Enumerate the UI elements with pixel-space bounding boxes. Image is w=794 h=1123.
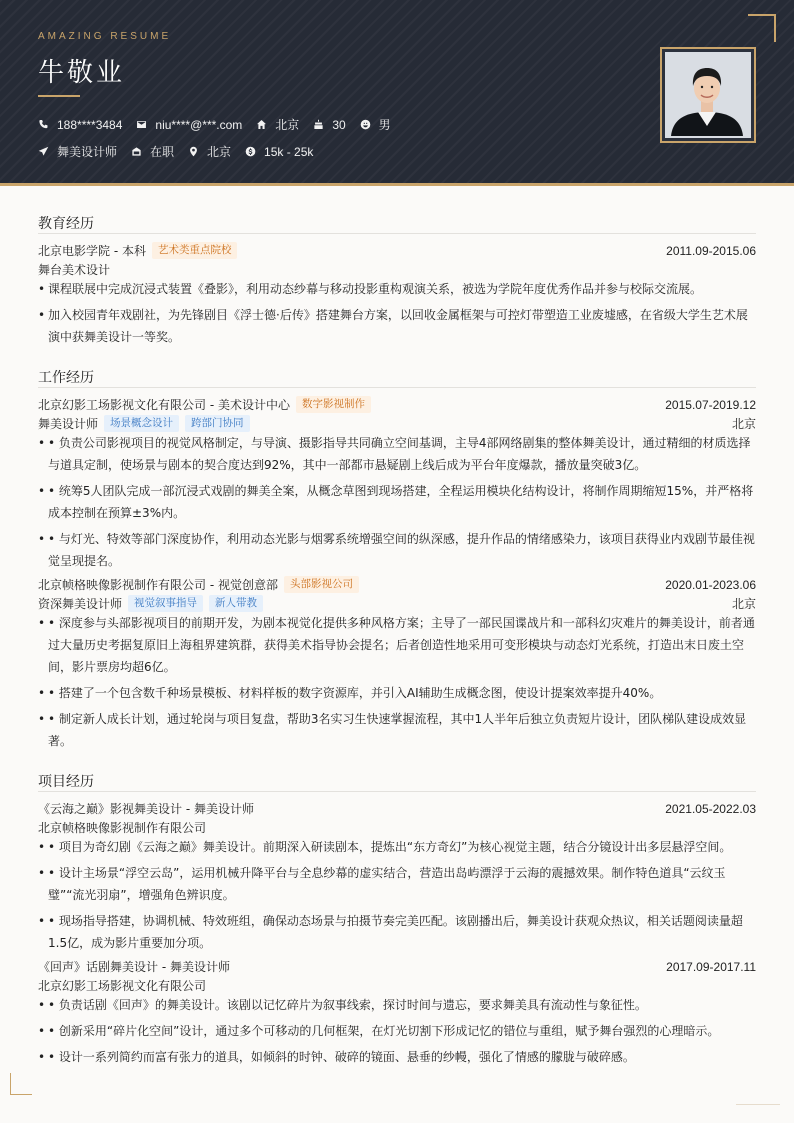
- company-name: 北京帧格映像影视制作有限公司 - 视觉创意部: [38, 578, 278, 592]
- section-divider: [38, 233, 756, 234]
- mailbox-icon: [131, 146, 142, 157]
- send-icon: [38, 146, 49, 157]
- education-major-row: [38, 261, 756, 278]
- project-bullet: • • 创新采用“碎片化空间”设计，通过多个可移动的几何框架，在灯光切割下形成记忆的错位与重组，赋予舞台强烈的心理暗示。: [38, 1020, 756, 1042]
- work-entry-header: [38, 576, 756, 593]
- education-bullet: • 加入校园青年戏剧社，为先锋剧目《浮士德·后传》搭建舞台方案，以回收金属框架与可控灯带塑造工业废墟感，在省级大学生艺术展演中获舞美设计一等奖。: [38, 304, 756, 348]
- education-date: 2011.09-2015.06: [666, 243, 756, 258]
- project-title: 《云海之巅》影视舞美设计 - 舞美设计师: [38, 802, 254, 816]
- education-bullet: • 课程联展中完成沉浸式装置《叠影》，利用动态纱幕与移动投影重构观演关系，被选为学院年度优秀作品并参与校际交流展。: [38, 278, 756, 300]
- profile-photo-frame: [660, 47, 756, 143]
- gender-value: 男: [378, 118, 391, 132]
- city-info: [256, 116, 299, 133]
- work-bullet: • • 深度参与头部影视项目的前期开发，为剧本视觉化提供多种风格方案；主导了一部民国谍战片和一部科幻灾难片的舞美设计，前者通过大量历史考据复原旧上海租界建筑群，获得美术指导协会提名；后者创造性地采用可变形模块与动态灯光系统，打造出末日废土空间，影片票房均超6亿。: [38, 612, 756, 678]
- salary-info: [245, 145, 313, 159]
- salary-value: 15k - 25k: [264, 144, 314, 159]
- age-info: [313, 118, 345, 132]
- education-major: 舞台美术设计: [38, 263, 111, 277]
- project-bullet: • • 负责话剧《回声》的舞美设计。该剧以记忆碎片为叙事线索，探讨时间与遗忘，要求舞美具有流动性与象征性。: [38, 994, 756, 1016]
- avatar-illustration: [665, 52, 749, 136]
- phone-value: 188****3484: [57, 117, 123, 132]
- work-date: 2015.07-2019.12: [665, 397, 756, 412]
- project-entry-header: [38, 958, 756, 975]
- project-company: 北京幻影工场影视文化有限公司: [38, 979, 207, 993]
- project-bullet: • • 项目为奇幻剧《云海之巅》舞美设计。前期深入研读剧本，提炼出“东方奇幻”为核心视觉主题，结合分镜设计出多层悬浮空间。: [38, 836, 756, 858]
- section-title-education: 教育经历: [38, 216, 94, 232]
- profile-photo: [665, 52, 751, 138]
- gender-info: [360, 116, 391, 133]
- school-name: 北京电影学院 - 本科: [38, 244, 146, 258]
- work-date: 2020.01-2023.06: [665, 577, 756, 592]
- section-title-projects: 项目经历: [38, 774, 94, 790]
- position-tag: 视觉叙事指导: [128, 595, 203, 612]
- project-company-row: [38, 977, 756, 994]
- company-tag: 头部影视公司: [284, 576, 359, 593]
- project-entry-header: [38, 800, 756, 817]
- project-date: 2017.09-2017.11: [666, 959, 756, 974]
- project-bullet: • • 现场指导搭建，协调机械、特效班组，确保动态场景与拍摄节奏完美匹配。该剧播出后，舞美设计获观众热议，相关话题阅读量超1.5亿，成为影片重要加分项。: [38, 910, 756, 954]
- home-icon: [256, 119, 267, 130]
- email-value: niu****@***.com: [155, 117, 243, 132]
- work-bullet: • • 与灯光、特效等部门深度协作，利用动态光影与烟雾系统增强空间的纵深感，提升作品的情绪感染力，该项目获得业内戏剧节最佳视觉呈现提名。: [38, 528, 756, 572]
- corner-ornament: [748, 14, 776, 42]
- mail-icon: [136, 119, 147, 130]
- work-position-row: [38, 415, 756, 432]
- age-value: 30: [332, 117, 346, 132]
- work-location: 北京: [731, 597, 756, 611]
- email-info: [136, 118, 242, 132]
- resume-header: [0, 0, 794, 186]
- work-bullet: • • 统筹5人团队完成一部沉浸式戏剧的舞美全案，从概念草图到现场搭建，全程运用模块化结构设计，将制作周期缩短15%，并严格将成本控制在预算±3%内。: [38, 480, 756, 524]
- job-row: [38, 143, 327, 160]
- coin-icon: [245, 146, 256, 157]
- work-entry-header: [38, 396, 756, 413]
- project-company: 北京帧格映像影视制作有限公司: [38, 821, 207, 835]
- phone-icon: [38, 119, 49, 130]
- position-tag: 跨部门协同: [185, 415, 250, 432]
- work-bullet: • • 搭建了一个包含数千种场景模板、材料样板的数字资源库，并引入AI辅助生成概念图，使设计提案效率提升40%。: [38, 682, 756, 704]
- project-bullet: • • 设计一系列简约而富有张力的道具，如倾斜的时钟、破碎的镜面、悬垂的纱幔，强化了情感的朦胧与破碎感。: [38, 1046, 756, 1068]
- name-underline: [38, 95, 80, 97]
- company-name: 北京幻影工场影视文化有限公司 - 美术设计中心: [38, 398, 290, 412]
- phone-info: [38, 118, 122, 132]
- project-date: 2021.05-2022.03: [665, 801, 756, 816]
- location-pin-icon: [188, 146, 199, 157]
- position-title: 资深舞美设计师: [38, 597, 123, 611]
- position-title: 舞美设计师: [38, 417, 99, 431]
- education-entry-header: [38, 242, 756, 259]
- work-bullet: • • 制定新人成长计划，通过轮岗与项目复盘，帮助3名实习生快速掌握流程，其中1人半年后独立负责短片设计，团队梯队建设成效显著。: [38, 708, 756, 752]
- project-company-row: [38, 819, 756, 836]
- candidate-name: 牛敬业: [38, 58, 126, 88]
- smile-icon: [360, 119, 371, 130]
- section-divider: [38, 387, 756, 388]
- resume-eyebrow: AMAZING RESUME: [38, 31, 172, 42]
- job-title-info: [38, 143, 117, 160]
- job-title-value: 舞美设计师: [57, 145, 118, 159]
- position-tag: 新人带教: [209, 595, 263, 612]
- job-city-value: 北京: [207, 145, 232, 159]
- work-bullet: • • 负责公司影视项目的视觉风格制定，与导演、摄影指导共同确立空间基调，主导4部网络剧集的整体舞美设计，通过精细的材质选择与道具定制，使场景与剧本的契合度达到92%，其中一部都市悬疑剧上线后成为平台年度爆款，播放量突破3亿。: [38, 432, 756, 476]
- work-position-row: [38, 595, 756, 612]
- project-bullet: • • 设计主场景“浮空云岛”，运用机械升降平台与全息纱幕的虚实结合，营造出岛屿漂浮于云海的震撼效果。制作特色道具“云纹玉璧”“流光羽扇”，增强角色辨识度。: [38, 862, 756, 906]
- project-title: 《回声》话剧舞美设计 - 舞美设计师: [38, 960, 230, 974]
- job-city-info: [188, 143, 231, 160]
- corner-ornament: [10, 1073, 32, 1095]
- contact-row: [38, 116, 405, 133]
- position-tag: 场景概念设计: [104, 415, 179, 432]
- work-location: 北京: [731, 417, 756, 431]
- city-value: 北京: [275, 118, 300, 132]
- job-status-value: 在职: [150, 145, 175, 159]
- section-title-work: 工作经历: [38, 370, 94, 386]
- footer-rule: [736, 1104, 780, 1105]
- school-tag: 艺术类重点院校: [152, 242, 238, 259]
- cake-icon: [313, 119, 324, 130]
- section-divider: [38, 791, 756, 792]
- company-tag: 数字影视制作: [296, 396, 371, 413]
- job-status-info: [131, 143, 174, 160]
